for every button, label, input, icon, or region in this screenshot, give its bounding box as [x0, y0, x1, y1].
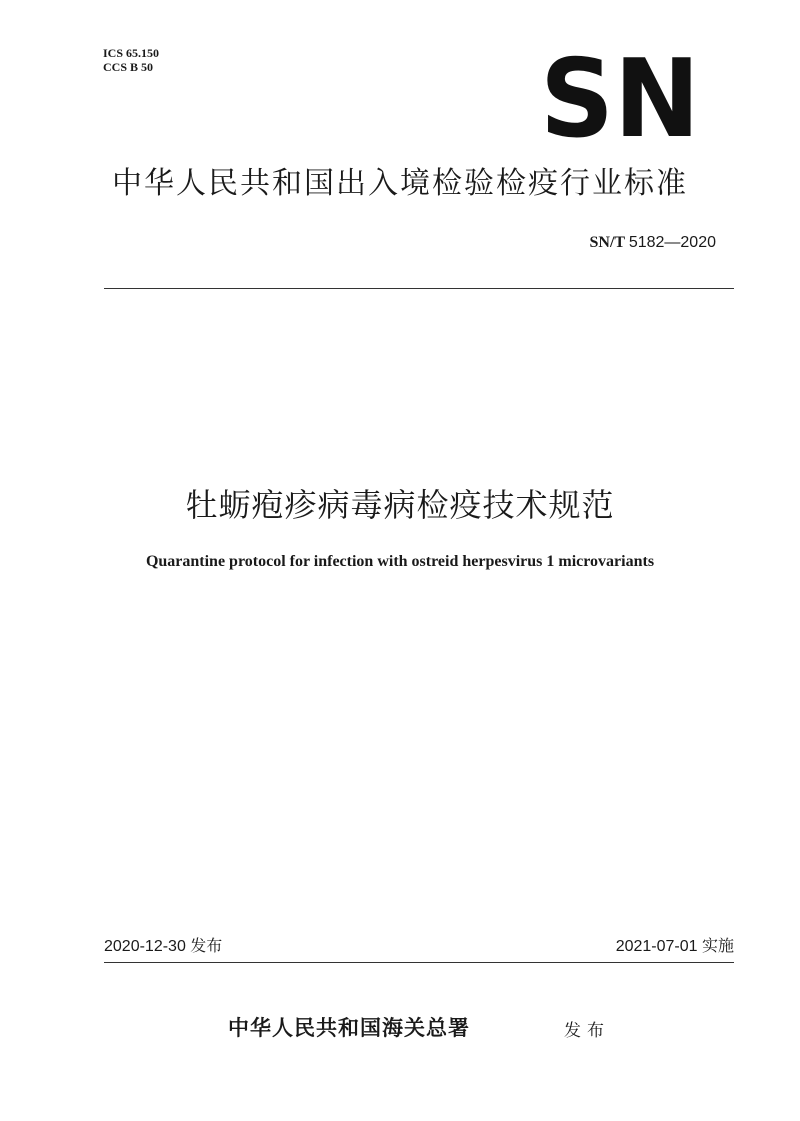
classification-codes: [103, 46, 159, 74]
ccs-code: CCS B 50: [103, 60, 154, 74]
standard-number-value: 5182—2020: [628, 234, 716, 251]
implement-date: 2021-07-01 实施: [615, 938, 734, 955]
footer-divider: [104, 962, 734, 963]
ics-code: ICS 65.150: [103, 46, 160, 60]
release-date: 2020-12-30 发布: [104, 938, 223, 955]
title-chinese: 牡蛎疱疹病毒病检疫技术规范: [185, 486, 615, 524]
header-divider: [104, 288, 734, 289]
sn-logo: [538, 52, 702, 142]
standard-number-prefix: SN/T: [589, 234, 625, 251]
sn-logo-text: SN: [540, 52, 700, 142]
standard-number: [590, 234, 716, 252]
issuing-authority: 中华人民共和国海关总署: [228, 1015, 470, 1040]
issue-label: 发布: [564, 1021, 610, 1041]
title-english: Quarantine protocol for infection with ostreid herpesvirus 1 microvariants: [145, 553, 655, 570]
org-standard-title: 中华人民共和国出入境检验检疫行业标准: [112, 166, 688, 201]
